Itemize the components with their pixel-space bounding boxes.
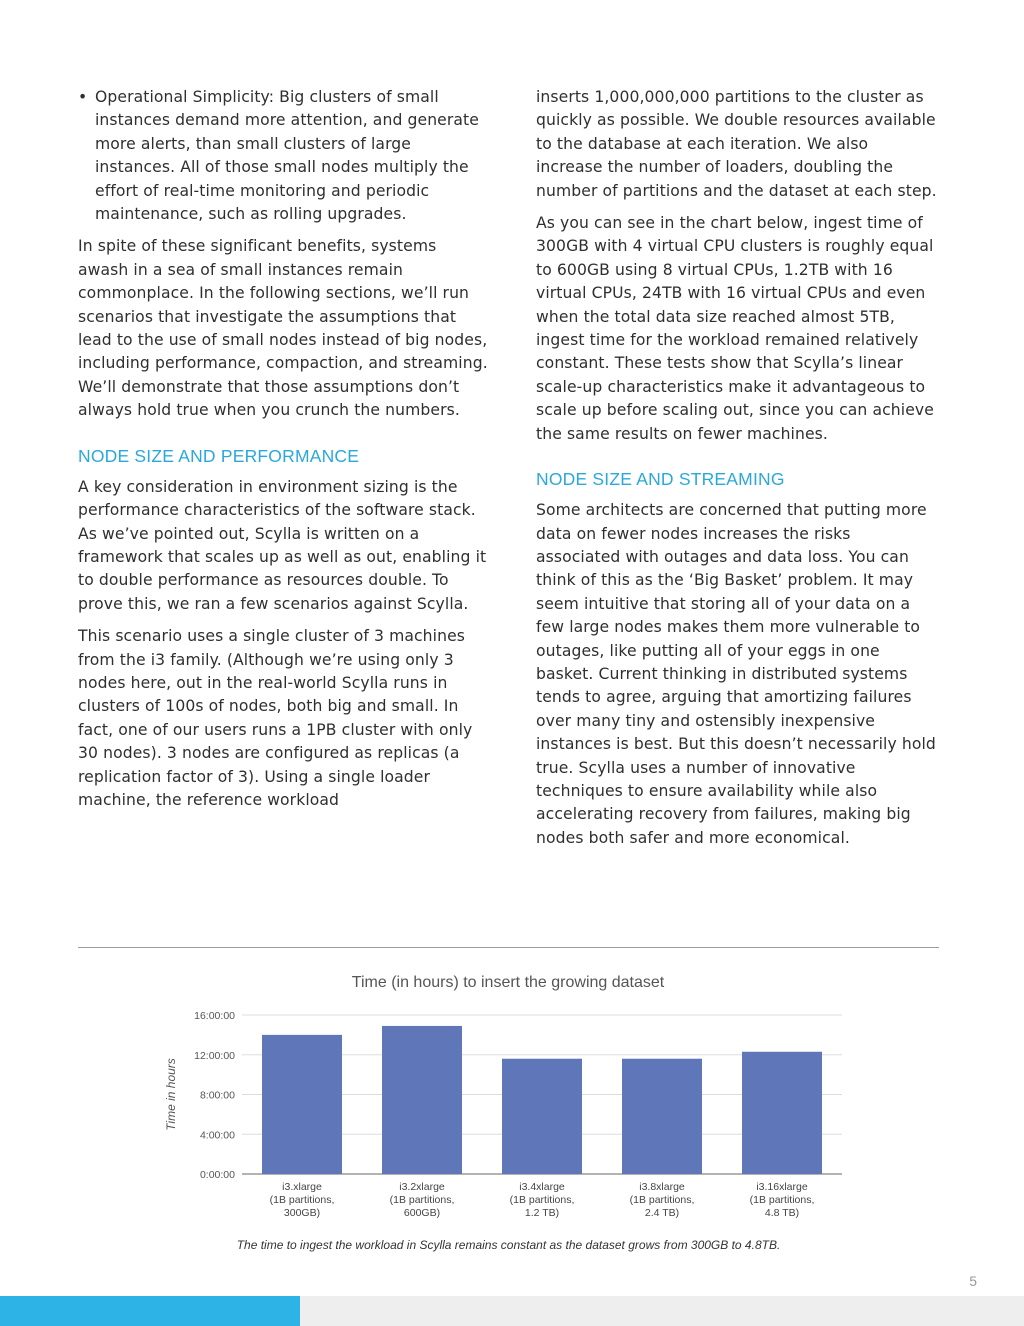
bullet-text: Operational Simplicity: Big clusters of small instances demand more attention, and generate more alerts, than small clusters of large instances. All of those small nodes multiply the effort of real-time monitoring and periodic maintenance, such as rolling upgrades. bbox=[95, 88, 479, 224]
footer-accent-bar bbox=[0, 1296, 300, 1326]
x-tick-label: 2.4 TB) bbox=[644, 1207, 680, 1219]
bar bbox=[262, 1035, 342, 1174]
x-tick-label: i3.4xlarge bbox=[519, 1181, 565, 1193]
y-tick-label: 4:00:00 bbox=[199, 1129, 235, 1142]
bullet-marker: • bbox=[78, 88, 88, 106]
x-tick-label: i3.8xlarge bbox=[639, 1181, 685, 1193]
divider-rule bbox=[78, 947, 939, 948]
y-tick-label: 12:00:00 bbox=[194, 1049, 235, 1062]
right-column bbox=[536, 86, 938, 859]
bar bbox=[622, 1059, 702, 1174]
x-tick-label: 1.2 TB) bbox=[524, 1207, 560, 1219]
paragraph: In spite of these significant benefits, systems awash in a sea of small instances remain commonplace. In the following sections, we’ll run scenarios that investigate the assumptions that lead to the use of small nodes instead of big nodes, including performance, compaction, and streaming. We’ll demonstrate that those assumptions don’t always hold true when you crunch the numbers. bbox=[78, 237, 488, 420]
section-heading-streaming: NODE SIZE AND STREAMING bbox=[536, 469, 785, 490]
bar bbox=[742, 1052, 822, 1174]
x-tick-label: 300GB) bbox=[283, 1207, 321, 1219]
bar bbox=[382, 1026, 462, 1174]
paragraph: Some architects are concerned that putting more data on fewer nodes increases the risks associated with outages and data loss. You can think of this as the ‘Big Basket’ problem. It may seem intuitive that storing all of your data on a few large nodes makes them more vulnerable to outages, like putting all of your eggs in one basket. Current thinking in distributed systems tends to agree, arguing that amortizing failures over many tiny and ostensibly inexpensive instances is best. But this doesn’t necessarily hold true. Scylla uses a number of innovative techniques to ensure availability while also accelerating recovery from failures, making big nodes both safer and more economical. bbox=[536, 501, 936, 847]
chart-caption: The time to ingest the workload in Scylla remains constant as the dataset grows from 300GB to 4.8TB. bbox=[236, 1238, 781, 1252]
x-tick-label: (1B partitions, bbox=[509, 1194, 575, 1206]
chart-title: Time (in hours) to insert the growing dataset bbox=[351, 974, 665, 991]
bullet-item bbox=[78, 86, 488, 226]
x-tick-label: (1B partitions, bbox=[269, 1194, 335, 1206]
bar bbox=[502, 1059, 582, 1174]
x-tick-label: 4.8 TB) bbox=[764, 1207, 800, 1219]
x-tick-label: (1B partitions, bbox=[749, 1194, 815, 1206]
x-tick-label: i3.xlarge bbox=[282, 1181, 322, 1193]
paragraph: inserts 1,000,000,000 partitions to the cluster as quickly as possible. We double resources available to the database at each iteration. We also increase the number of loaders, doubling the number of partitions and the dataset at each step. bbox=[536, 88, 937, 200]
section-heading-performance: NODE SIZE AND PERFORMANCE bbox=[78, 445, 360, 466]
page-number: 5 bbox=[969, 1273, 977, 1289]
y-tick-label: 0:00:00 bbox=[199, 1169, 235, 1181]
x-tick-label: i3.2xlarge bbox=[399, 1181, 445, 1193]
y-tick-label: 16:00:00 bbox=[194, 1010, 235, 1022]
x-tick-label: 600GB) bbox=[403, 1207, 441, 1219]
x-tick-label: i3.16xlarge bbox=[756, 1181, 808, 1193]
bar-chart bbox=[150, 1000, 870, 1225]
paragraph: A key consideration in environment sizing is the performance characteristics of the software stack. As we’ve pointed out, Scylla is written on a framework that scales up as well as out, enabling it to double performance as resources double. To prove this, we ran a few scenarios against Scylla. bbox=[78, 477, 487, 613]
left-column bbox=[78, 86, 488, 821]
y-axis-label: Time in hours bbox=[164, 1058, 178, 1131]
x-tick-label: (1B partitions, bbox=[629, 1194, 695, 1206]
y-tick-label: 8:00:00 bbox=[199, 1089, 235, 1102]
paragraph: This scenario uses a single cluster of 3 machines from the i3 family. (Although we’re using only 3 nodes here, out in the real-world Scylla runs in clusters of 100s of nodes, both big and small. In fact, one of our users runs a 1PB cluster with only 30 nodes). 3 nodes are configured as replicas (a replication factor of 3). Using a single loader machine, the reference workload bbox=[78, 627, 473, 809]
x-tick-label: (1B partitions, bbox=[389, 1194, 455, 1206]
paragraph: As you can see in the chart below, ingest time of 300GB with 4 virtual CPU clusters is roughly equal to 600GB using 8 virtual CPUs, 1.2TB with 16 virtual CPUs, 24TB with 16 virtual CPUs and even when the total data size reached almost 5TB, ingest time for the workload remained relatively constant. These tests show that Scylla’s linear scale-up characteristics make it advantageous to scale up before scaling out, since you can achieve the same results on fewer machines. bbox=[536, 214, 934, 443]
